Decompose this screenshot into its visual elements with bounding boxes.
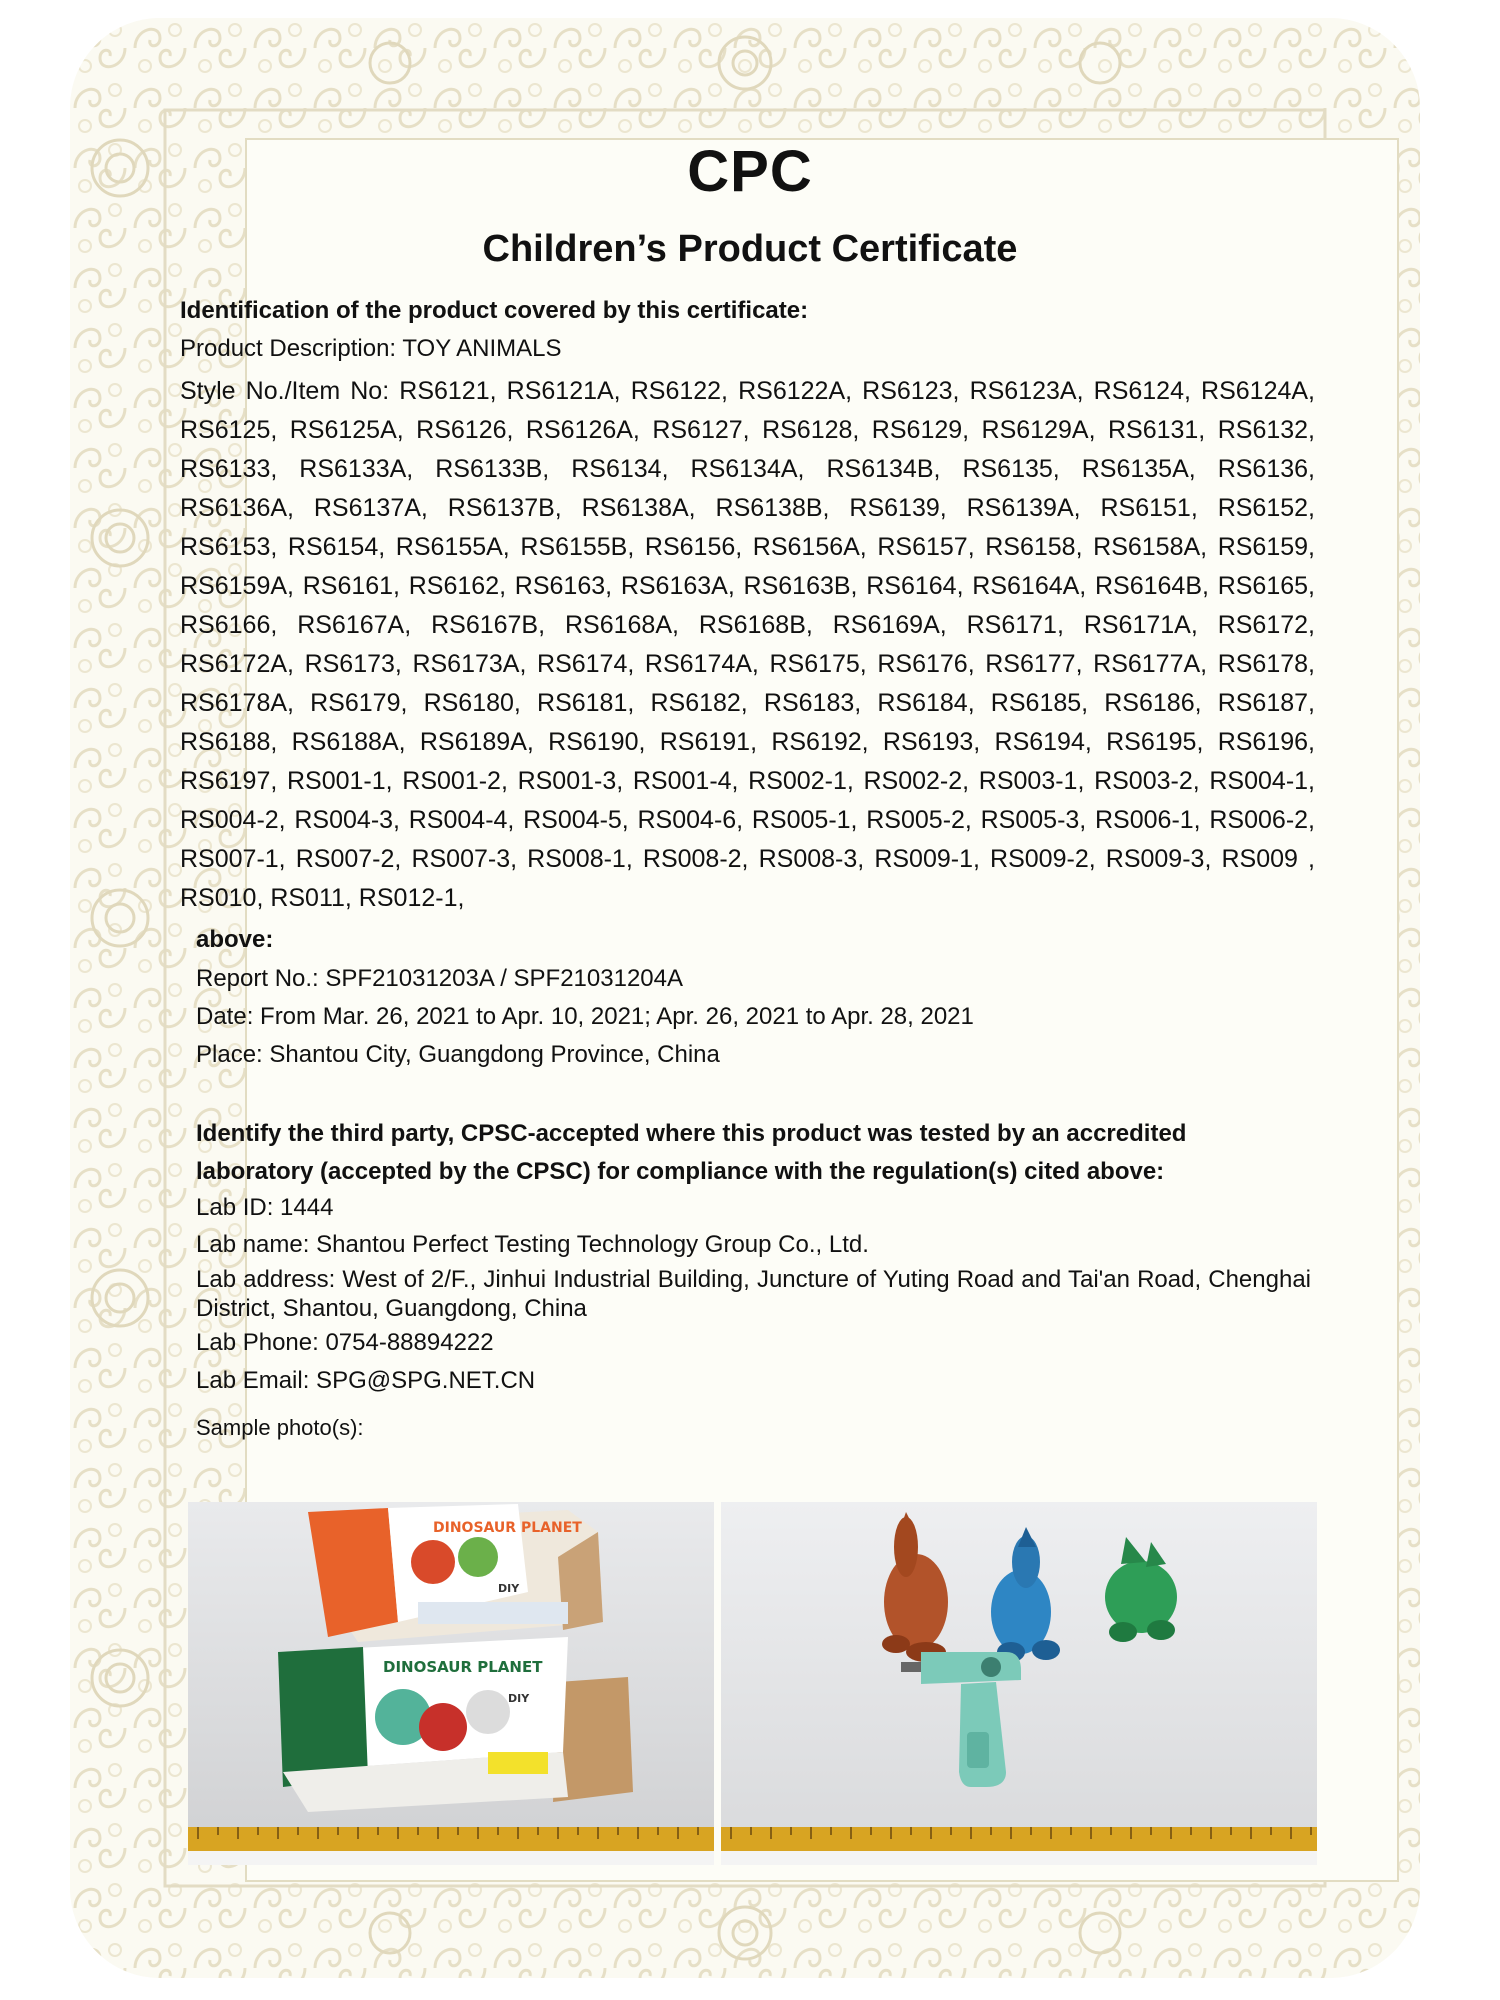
sample-photo-toys [721, 1502, 1317, 1865]
certificate-title: Children’s Product Certificate [482, 228, 1018, 270]
green-box-tag: DIY [508, 1692, 530, 1705]
above-label: above: [196, 926, 274, 953]
orange-box-tag: DIY [498, 1582, 520, 1595]
test-place: Place: Shantou City, Guangdong Province, China [196, 1041, 720, 1068]
sample-photos-label: Sample photo(s): [196, 1415, 364, 1440]
lab-phone: Lab Phone: 0754-88894222 [196, 1329, 494, 1356]
lab-address: Lab address: West of 2/F., Jinhui Industrial Building, Juncture of Yuting Road and Tai'an Road, Chenghai District, Shantou, Guangdong, China [196, 1266, 1311, 1322]
sample-photo-boxes [188, 1502, 714, 1865]
cpc-heading: CPC [687, 139, 813, 204]
style-number-list: Style No./Item No: RS6121, RS6121A, RS6122, RS6122A, RS6123, RS6123A, RS6124, RS6124A, RS6125, RS6125A, RS6126, RS6126A, RS6127, RS6128, RS6129, RS6129A, RS6131, RS6132, RS6133, RS6133A, RS6133B, RS6134, RS6134A, RS6134B, RS6135, RS6135A, RS6136, RS6136A, RS6137A, RS6137B, RS6138A, RS6138B, RS6139, RS6139A, RS6151, RS6152, RS6153, RS6154, RS6155A, RS6155B, RS6156, RS6156A, RS6157, RS6158, RS6158A, RS6159, RS6159A, RS6161, RS6162, RS6163, RS6163A, RS6163B, RS6164, RS6164A, RS6164B, RS6165, RS6166, RS6167A, RS6167B, RS6168A, RS6168B, RS6169A, RS6171, RS6171A, RS6172, RS6172A, RS6173, RS6173A, RS6174, RS6174A, RS6175, RS6176, RS6177, RS6177A, RS6178, RS6178A, RS6179, RS6180, RS6181, RS6182, RS6183, RS6184, RS6185, RS6186, RS6187, RS6188, RS6188A, RS6189A, RS6190, RS6191, RS6192, RS6193, RS6194, RS6195, RS6196, RS6197, RS001-1, RS001-2, RS001-3, RS001-4, RS002-1, RS002-2, RS003-1, RS003-2, RS004-1, RS004-2, RS004-3, RS004-4, RS004-5, RS004-6, RS005-1, RS005-2, RS005-3, RS006-1, RS006-2, RS007-1, RS007-2, RS007-3, RS008-1, RS008-2, RS008-3, RS009-1, RS009-2, RS009-3, RS009 , RS010, RS011, RS012-1, [180, 377, 1315, 912]
green-box-brand: DINOSAUR PLANET [383, 1658, 543, 1676]
test-date: Date: From Mar. 26, 2021 to Apr. 10, 2021; Apr. 26, 2021 to Apr. 28, 2021 [196, 1003, 974, 1030]
lab-name: Lab name: Shantou Perfect Testing Technology Group Co., Ltd. [196, 1231, 869, 1258]
report-number: Report No.: SPF21031203A / SPF21031204A [196, 965, 683, 992]
third-party-heading: Identify the third party, CPSC-accepted where this product was tested by an accredited laboratory (accepted by the CPSC) for compliance with the regulation(s) cited above: [196, 1120, 1187, 1185]
lab-email: Lab Email: SPG@SPG.NET.CN [196, 1367, 536, 1394]
identification-heading: Identification of the product covered by this certificate: [180, 297, 809, 324]
measuring-ruler [188, 1827, 714, 1851]
product-description: Product Description: TOY ANIMALS [180, 335, 562, 362]
lab-id: Lab ID: 1444 [196, 1194, 334, 1221]
green-box-panel [278, 1647, 368, 1787]
orange-box-brand: DINOSAUR PLANET [433, 1520, 582, 1536]
